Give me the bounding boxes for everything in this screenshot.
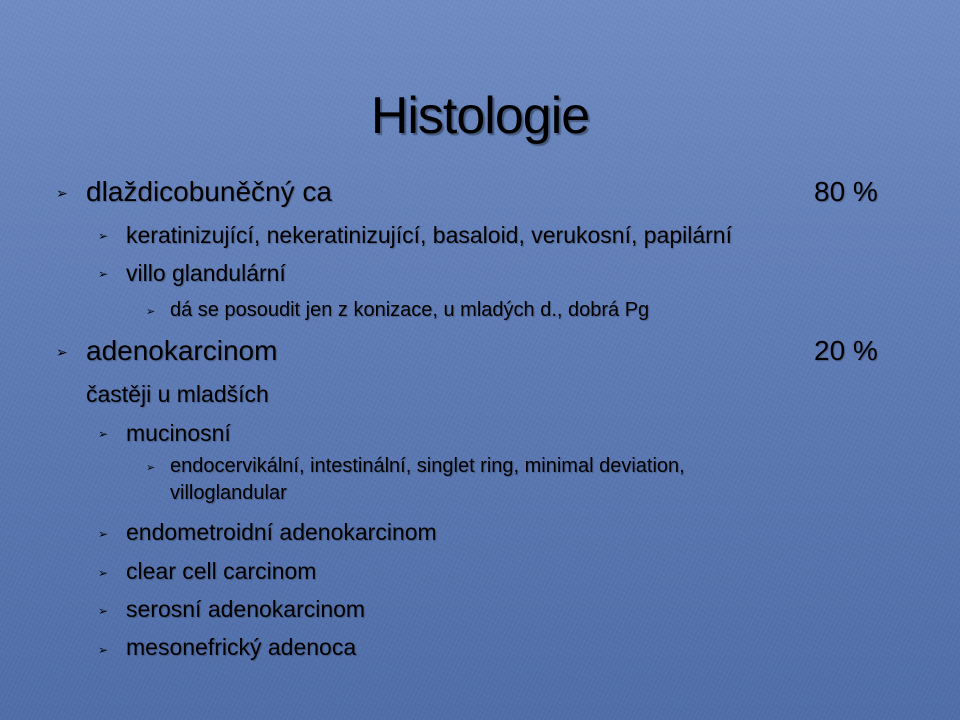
bullet-item-clear-cell: clear cell carcinom [126, 558, 317, 584]
bullet-item-mucinous: mucinosní [126, 420, 231, 446]
bullet-icon: ➢ [146, 461, 156, 474]
bullet-item-adenocarcinoma: adenokarcinom [86, 335, 278, 366]
bullet-item-konizace: dá se posoudit jen z konizace, u mladých d., dobrá Pg [170, 299, 650, 321]
percentage-adenocarcinoma: 20 % [814, 335, 878, 366]
bullet-icon: ➢ [56, 186, 68, 202]
percentage-squamous: 80 % [814, 176, 878, 207]
bullet-item-mucinous-subtypes: endocervikální, intestinální, singlet ring, minimal deviation, [170, 455, 685, 477]
bullet-icon: ➢ [98, 604, 109, 618]
bullet-item-serous: serosní adenokarcinom [126, 596, 366, 622]
bullet-icon: ➢ [98, 427, 109, 441]
bullet-item-squamous-ca: dlaždicobuněčný ca [86, 176, 332, 207]
slide-title: Histologie [370, 87, 590, 145]
bullet-icon: ➢ [56, 345, 68, 361]
bullet-item-subtypes: keratinizující, nekeratinizující, basaloid, verukosní, papilární [126, 222, 732, 248]
bullet-item-villoglandular: villo glandulární [126, 260, 286, 286]
bullet-icon: ➢ [98, 229, 109, 243]
bullet-icon: ➢ [98, 267, 109, 281]
bullet-item-endometrioid: endometroidní adenokarcinom [126, 519, 437, 545]
bullet-icon: ➢ [98, 527, 109, 541]
bullet-icon: ➢ [146, 305, 156, 318]
note-younger: častěji u mladších [86, 381, 269, 407]
bullet-icon: ➢ [98, 643, 109, 657]
bullet-item-mesonephric: mesonefrický adenoca [126, 634, 357, 660]
bullet-icon: ➢ [98, 566, 109, 580]
bullet-item-mucinous-subtypes-continued: villoglandular [170, 482, 287, 504]
